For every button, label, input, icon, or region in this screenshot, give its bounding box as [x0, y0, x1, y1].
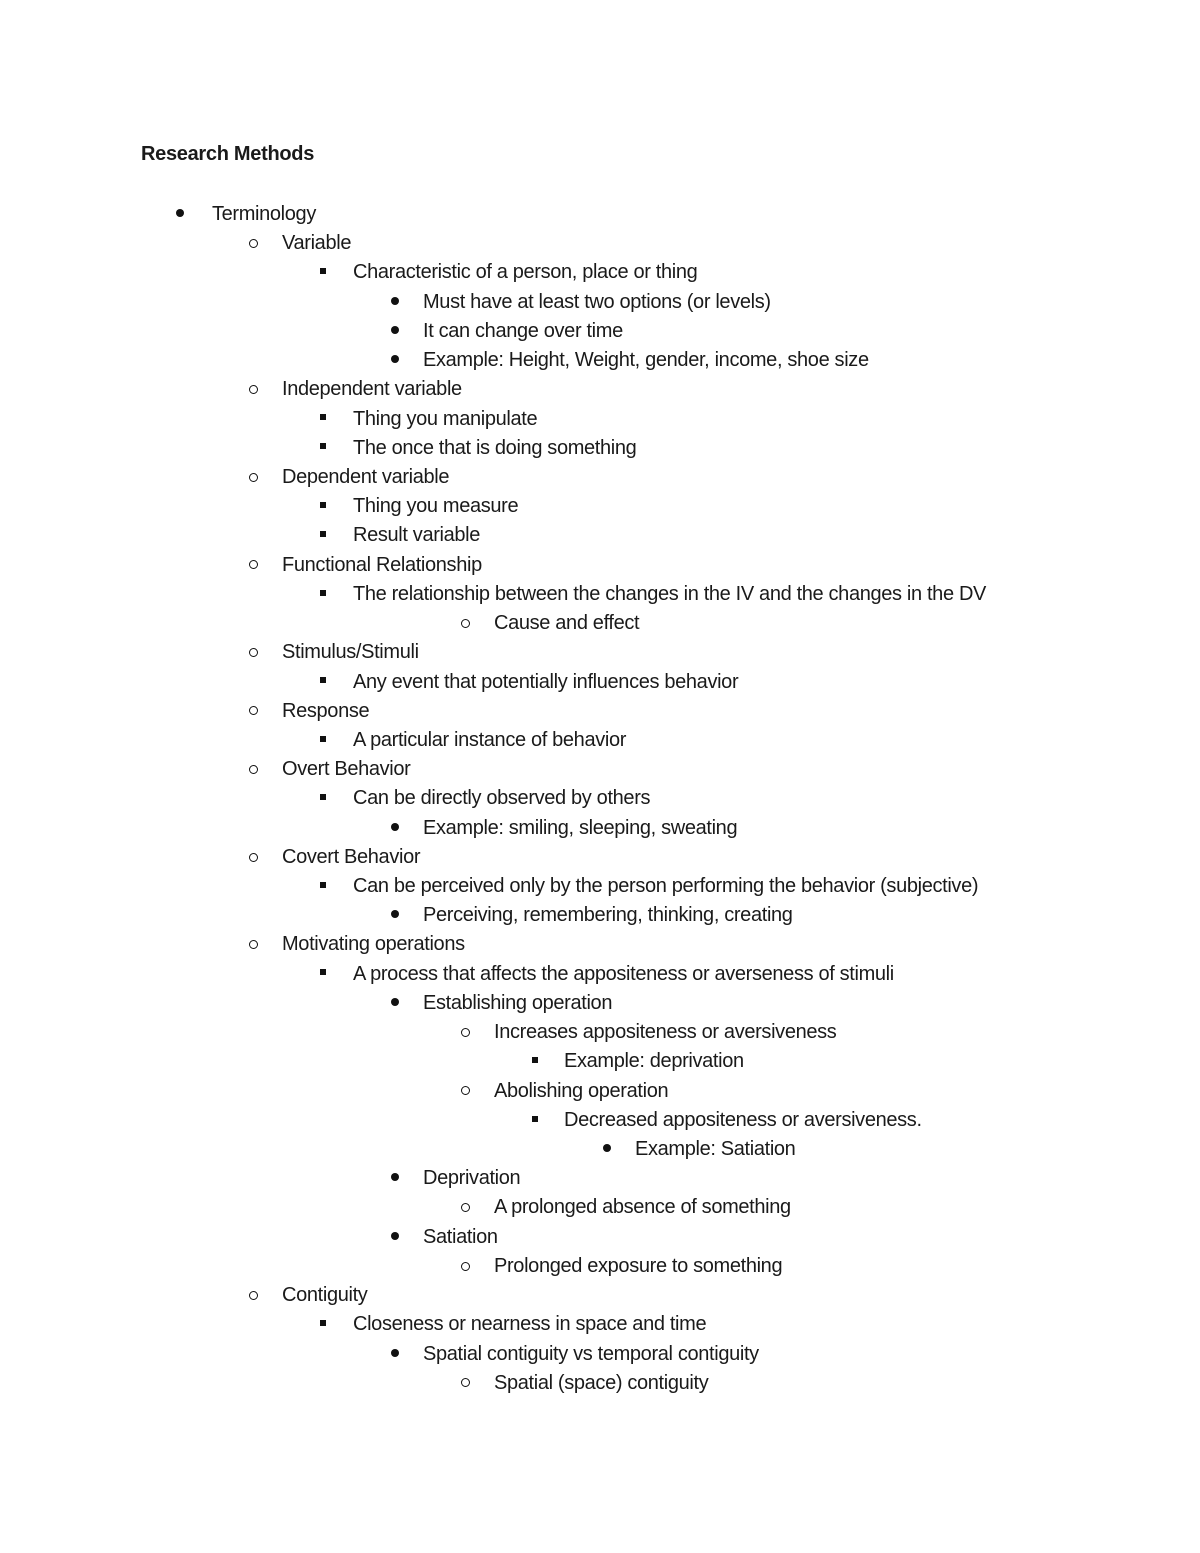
list-item — [0, 1223, 1200, 1252]
list-item — [0, 317, 1200, 346]
circle-bullet-icon — [455, 609, 475, 638]
list-item — [0, 814, 1200, 843]
list-item — [0, 1135, 1200, 1164]
outline-list — [0, 200, 1200, 1398]
list-item — [0, 1252, 1200, 1281]
square-bullet-icon — [313, 872, 333, 901]
circle-bullet-icon — [243, 375, 263, 404]
list-item-text: Example: Satiation — [635, 1138, 796, 1160]
square-bullet-icon — [525, 1106, 545, 1135]
list-item-text: Variable — [282, 232, 352, 255]
circle-bullet-icon — [455, 1018, 475, 1047]
list-item-text: Thing you manipulate — [353, 407, 538, 430]
disc-bullet-icon — [385, 1164, 405, 1193]
list-item — [0, 755, 1200, 784]
list-item-text: Abolishing operation — [494, 1079, 669, 1102]
list-item — [0, 1047, 1200, 1076]
list-item — [0, 930, 1200, 959]
list-item — [0, 1077, 1200, 1106]
list-item — [0, 1310, 1200, 1339]
square-bullet-icon — [313, 492, 333, 521]
circle-bullet-icon — [455, 1252, 475, 1281]
list-item-text: Functional Relationship — [282, 553, 482, 576]
square-bullet-icon — [313, 784, 333, 813]
list-item — [0, 1193, 1200, 1222]
list-item-text: A prolonged absence of something — [494, 1196, 791, 1219]
list-item — [0, 229, 1200, 258]
list-item — [0, 1369, 1200, 1398]
list-item-text: Motivating operations — [282, 933, 465, 956]
circle-bullet-icon — [243, 843, 263, 872]
list-item — [0, 1281, 1200, 1310]
list-item-text: Independent variable — [282, 378, 462, 401]
list-item-text: Result variable — [353, 524, 481, 547]
list-item-text: Example: smiling, sleeping, sweating — [423, 816, 738, 839]
square-bullet-icon — [313, 726, 333, 755]
square-bullet-icon — [313, 434, 333, 463]
list-item — [0, 405, 1200, 434]
square-bullet-icon — [313, 960, 333, 989]
list-item-text: Example: Height, Weight, gender, income, shoe size — [423, 349, 869, 372]
disc-bullet-icon — [385, 989, 405, 1018]
list-item-text: Any event that potentially influences behavior — [353, 670, 739, 693]
circle-bullet-icon — [455, 1077, 475, 1106]
list-item — [0, 668, 1200, 697]
list-item-text: Decreased appositeness or aversiveness. — [564, 1108, 922, 1131]
list-item-text: The once that is doing something — [353, 436, 637, 459]
list-item-text: Example: deprivation — [564, 1050, 744, 1073]
list-item-text: Terminology — [212, 203, 316, 225]
list-item — [0, 580, 1200, 609]
list-item — [0, 375, 1200, 404]
circle-bullet-icon — [243, 930, 263, 959]
list-item — [0, 551, 1200, 580]
circle-bullet-icon — [243, 755, 263, 784]
square-bullet-icon — [525, 1047, 545, 1076]
list-item — [0, 1164, 1200, 1193]
list-item — [0, 609, 1200, 638]
list-item — [0, 200, 1200, 229]
disc-bullet-icon — [385, 814, 405, 843]
list-item-text: Satiation — [423, 1225, 498, 1248]
square-bullet-icon — [313, 521, 333, 550]
list-item — [0, 901, 1200, 930]
square-bullet-icon — [313, 405, 333, 434]
circle-bullet-icon — [243, 463, 263, 492]
list-item-text: Must have at least two options (or levels) — [423, 290, 771, 313]
list-item-text: Can be directly observed by others — [353, 787, 651, 810]
list-item — [0, 1018, 1200, 1047]
list-item-text: Dependent variable — [282, 465, 450, 488]
circle-bullet-icon — [455, 1369, 475, 1398]
list-item — [0, 638, 1200, 667]
page-title: Research Methods — [141, 143, 315, 165]
disc-bullet-icon — [385, 1223, 405, 1252]
square-bullet-icon — [313, 580, 333, 609]
list-item — [0, 697, 1200, 726]
list-item-text: A particular instance of behavior — [353, 728, 627, 751]
list-item-text: Spatial (space) contiguity — [494, 1371, 709, 1394]
square-bullet-icon — [313, 258, 333, 287]
list-item — [0, 463, 1200, 492]
disc-bullet-icon — [385, 288, 405, 317]
list-item — [0, 521, 1200, 550]
list-item-text: Perceiving, remembering, thinking, creating — [423, 904, 793, 927]
list-item-text: Characteristic of a person, place or thing — [353, 261, 698, 284]
list-item-text: It can change over time — [423, 319, 623, 342]
list-item — [0, 872, 1200, 901]
list-item — [0, 346, 1200, 375]
list-item-text: Can be perceived only by the person performing the behavior (subjective) — [353, 875, 979, 898]
square-bullet-icon — [313, 1310, 333, 1339]
circle-bullet-icon — [243, 551, 263, 580]
disc-bullet-icon — [385, 346, 405, 375]
disc-bullet-icon — [385, 317, 405, 346]
list-item-text: Overt Behavior — [282, 758, 411, 781]
list-item-text: Stimulus/Stimuli — [282, 641, 419, 664]
list-item-text: Spatial contiguity vs temporal contiguity — [423, 1342, 759, 1365]
list-item-text: Establishing operation — [423, 991, 613, 1014]
list-item — [0, 258, 1200, 287]
list-item-text: Deprivation — [423, 1167, 521, 1190]
list-item — [0, 784, 1200, 813]
circle-bullet-icon — [243, 229, 263, 258]
circle-bullet-icon — [455, 1193, 475, 1222]
list-item-text: Covert Behavior — [282, 845, 421, 868]
disc-bullet-icon — [597, 1135, 617, 1164]
list-item — [0, 492, 1200, 521]
circle-bullet-icon — [243, 697, 263, 726]
list-item-text: A process that affects the appositeness or averseness of stimuli — [353, 962, 894, 985]
disc-bullet-icon — [385, 901, 405, 930]
circle-bullet-icon — [243, 1281, 263, 1310]
list-item — [0, 288, 1200, 317]
list-item — [0, 1340, 1200, 1369]
list-item — [0, 434, 1200, 463]
list-item — [0, 1106, 1200, 1135]
disc-bullet-icon — [385, 1340, 405, 1369]
list-item-text: Response — [282, 699, 370, 722]
list-item-text: Thing you measure — [353, 495, 519, 518]
list-item-text: Closeness or nearness in space and time — [353, 1313, 707, 1336]
list-item-text: Cause and effect — [494, 612, 640, 635]
list-item — [0, 989, 1200, 1018]
list-item-text: Increases appositeness or aversiveness — [494, 1021, 837, 1044]
list-item-text: Contiguity — [282, 1284, 368, 1307]
list-item-text: Prolonged exposure to something — [494, 1254, 783, 1277]
square-bullet-icon — [313, 668, 333, 697]
circle-bullet-icon — [243, 638, 263, 667]
disc-bullet-icon — [170, 200, 190, 229]
list-item — [0, 726, 1200, 755]
list-item — [0, 960, 1200, 989]
list-item-text: The relationship between the changes in the IV and the changes in the DV — [353, 582, 987, 605]
list-item — [0, 843, 1200, 872]
